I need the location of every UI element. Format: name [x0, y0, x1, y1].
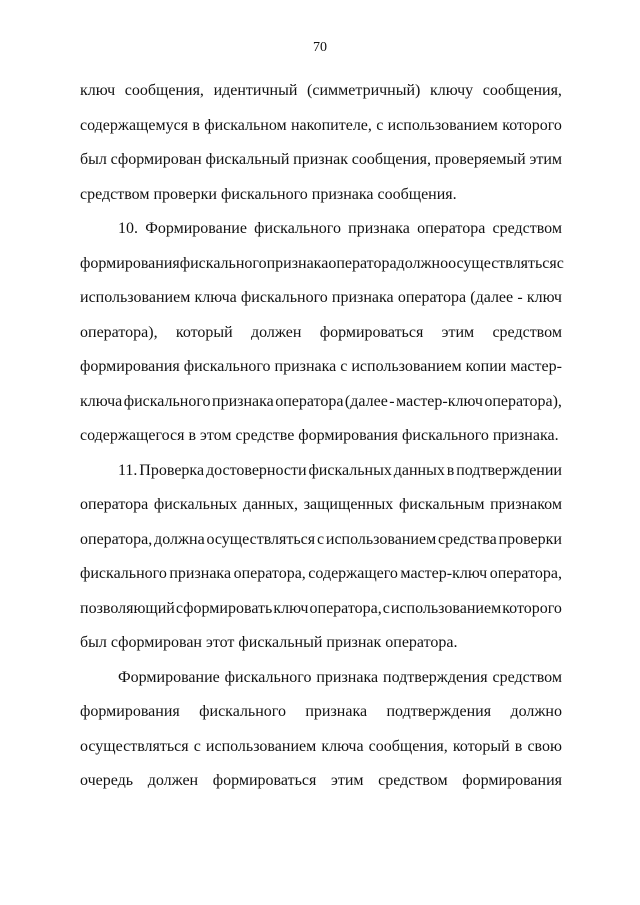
paragraph	[80, 74, 562, 212]
text-line: средством проверки фискального признака сообщения.	[80, 185, 457, 203]
text-line: фискального признака оператора, содержащего мастер-ключ оператора,	[80, 565, 562, 582]
text-line: Формирование фискального признака подтверждения средством	[118, 668, 562, 686]
paragraph	[80, 454, 562, 661]
page-number: 70	[313, 40, 327, 55]
text-line: 10. Формирование фискального признака оператора средством	[118, 220, 562, 237]
text-line: позволяющий сформировать ключ оператора, с использованием которого	[80, 599, 562, 617]
paragraph	[80, 661, 562, 799]
text-line: формирования фискального признака с использованием копии мастер-	[80, 358, 562, 375]
text-line: использованием ключа фискального признака оператора (далее - ключ	[80, 289, 562, 306]
paragraph	[80, 212, 562, 454]
text-line: 11. Проверка достоверности фискальных данных в подтверждении	[118, 461, 562, 479]
text-line: очередь должен формироваться этим средством формирования	[80, 772, 562, 789]
text-line: оператора), который должен формироваться этим средством	[80, 323, 562, 341]
text-line: содержащегося в этом средстве формирования фискального признака.	[80, 427, 559, 444]
text-line: оператора, должна осуществляться с использованием средства проверки	[80, 530, 562, 548]
text-line: ключ сообщения, идентичный (симметричный) ключу сообщения,	[80, 82, 562, 99]
text-line: ключа фискального признака оператора (далее - мастер-ключ оператора),	[80, 392, 562, 410]
text-line: был сформирован этот фискальный признак оператора.	[80, 634, 458, 651]
text-line: содержащемуся в фискальном накопителе, с использованием которого	[80, 116, 562, 134]
text-line: оператора фискальных данных, защищенных фискальным признаком	[80, 496, 562, 513]
text-line: формирования фискального признака подтверждения должно	[80, 703, 562, 720]
body-text	[80, 74, 562, 799]
text-line: формирования фискального признака оператора должно осуществляться с	[80, 254, 564, 272]
text-line: был сформирован фискальный признак сообщения, проверяемый этим	[80, 151, 562, 168]
text-line: осуществляться с использованием ключа сообщения, который в свою	[80, 737, 562, 755]
